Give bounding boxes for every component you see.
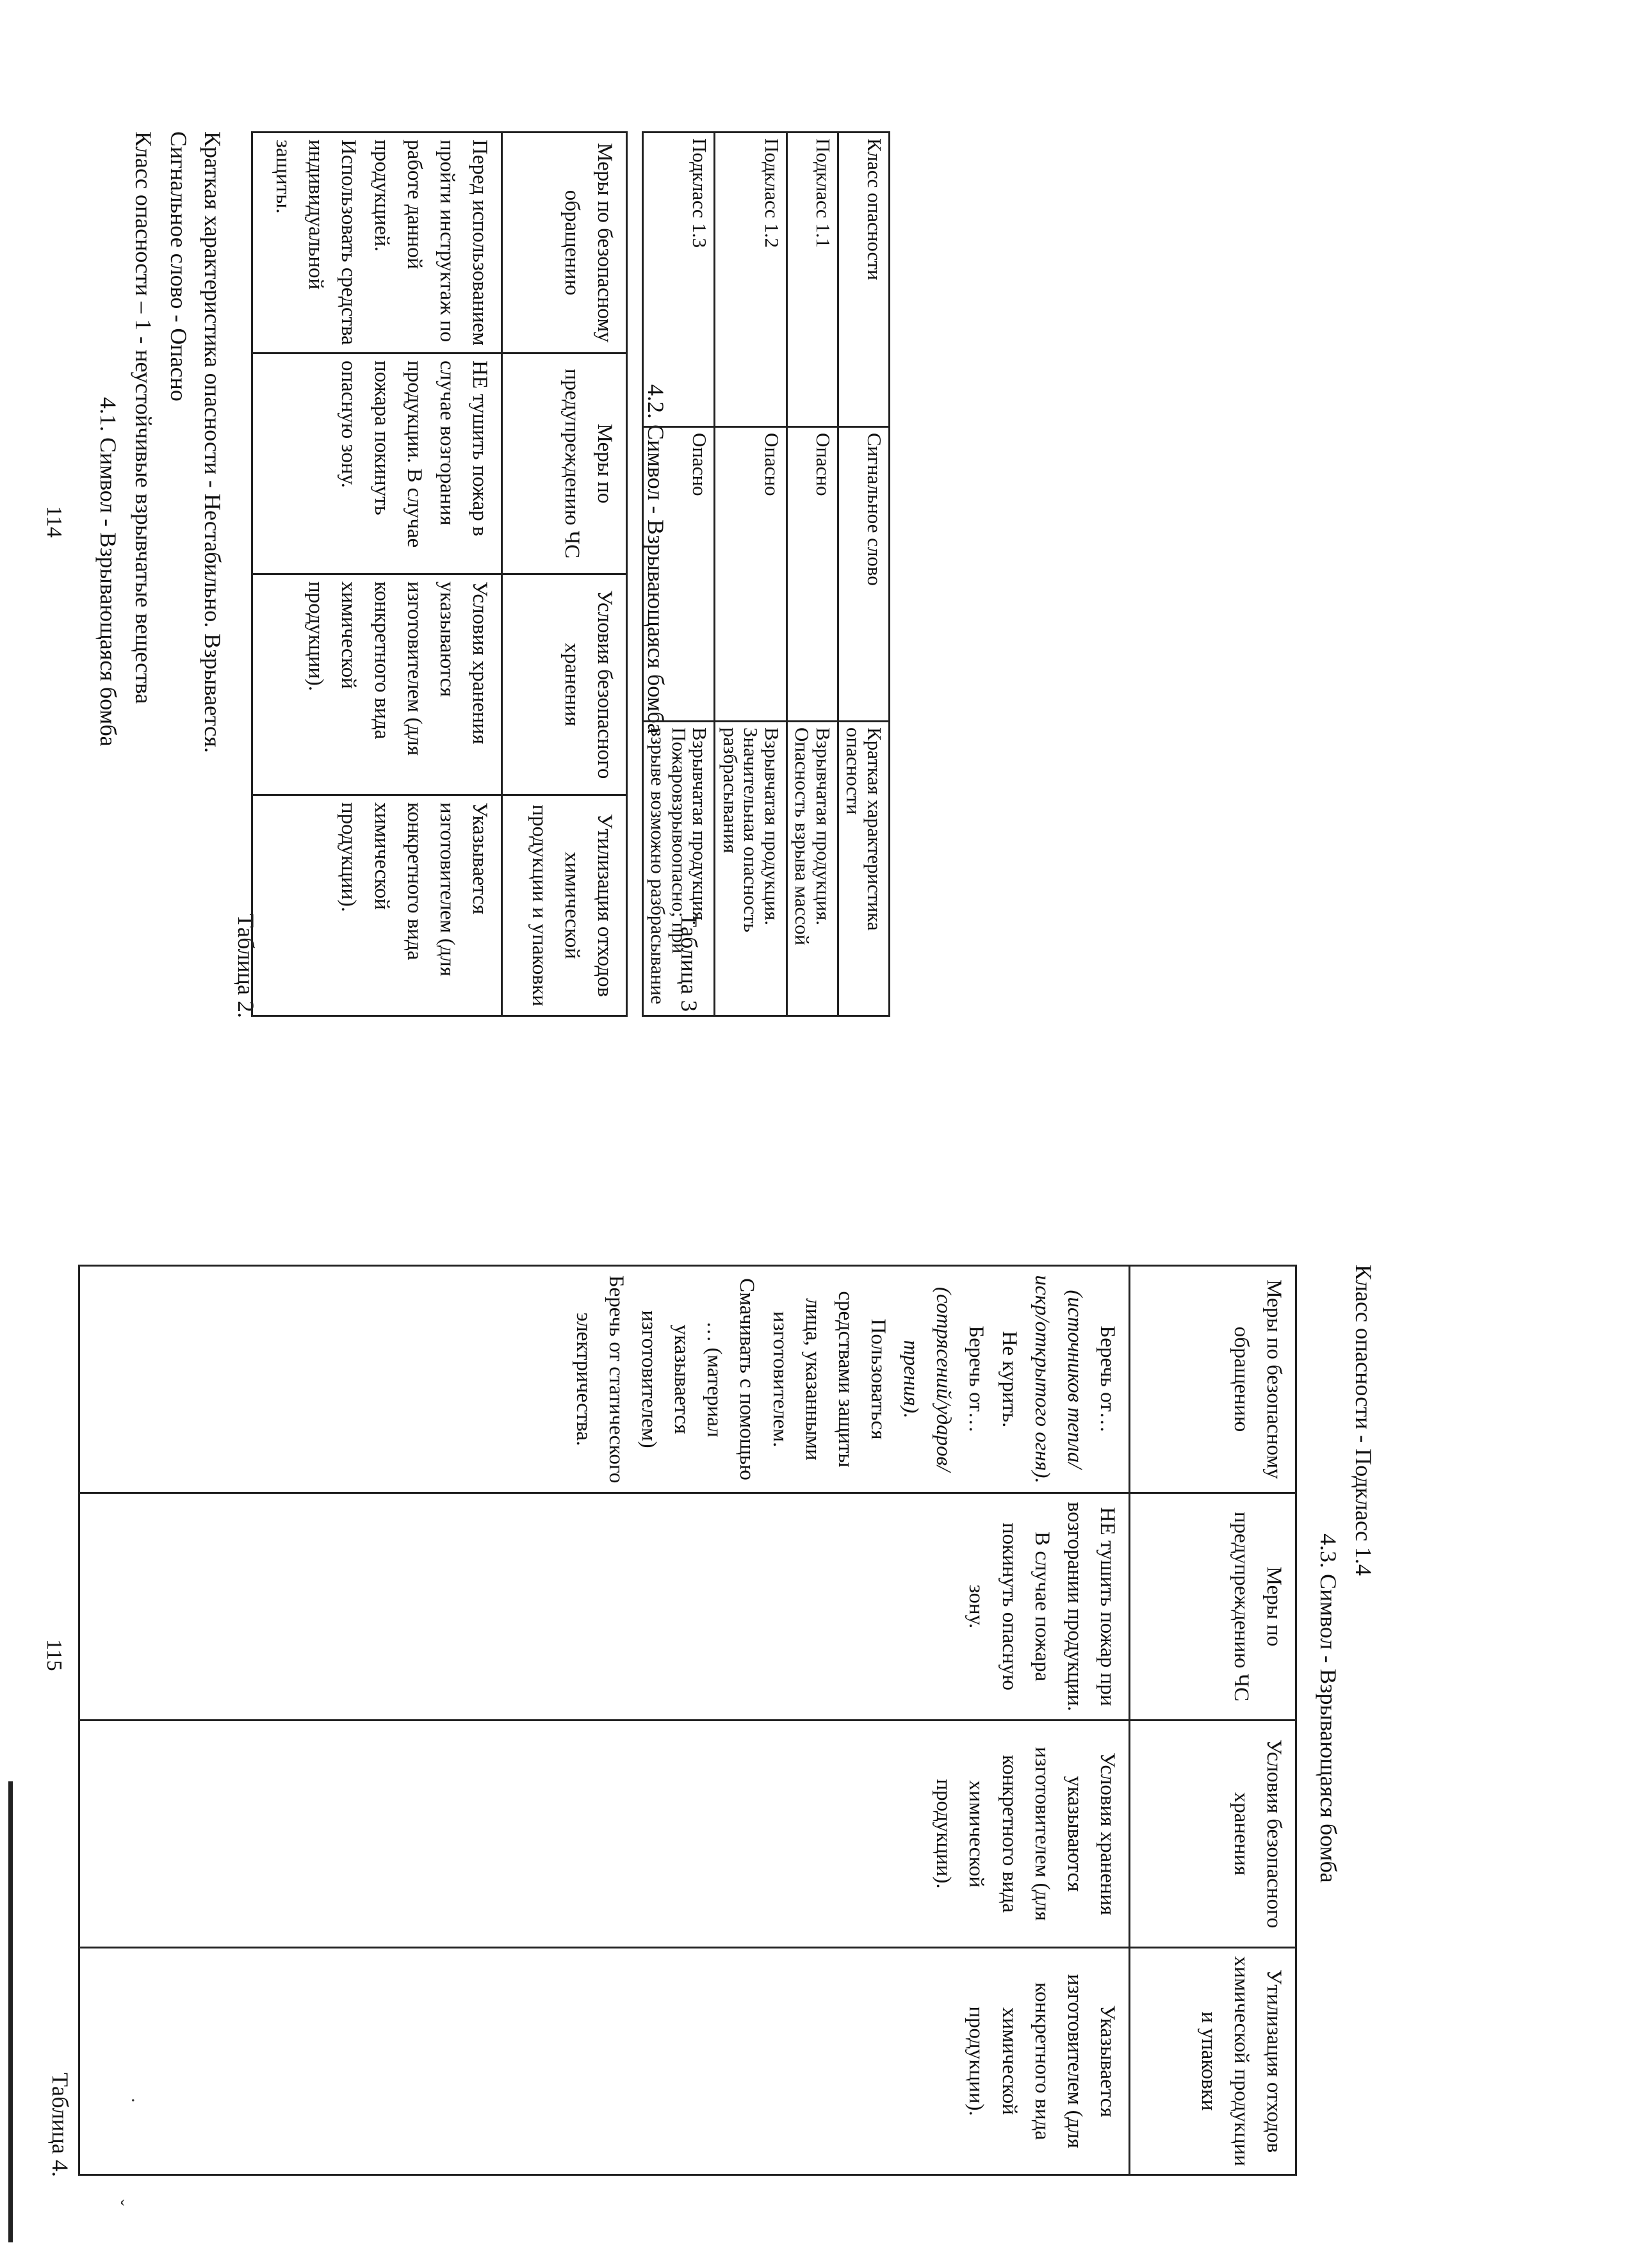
brief-description-line: Краткая характеристика опасности - Нестабильно. Взрывается. (200, 131, 225, 753)
table3-cell: Взрывчатая продукция. Опасность взрыва массой (786, 722, 838, 1016)
table2-cell: Указывается изготовителем (для конкретного вида химической продукции). (252, 795, 502, 1016)
table-2 (251, 131, 628, 1017)
table2-header-cell: Условия безопасного хранения (502, 574, 627, 795)
table3-header-cell: Краткая характеристика опасности (838, 722, 889, 1016)
scan-speck: · (122, 2097, 143, 2103)
table3-header-cell: Сигнальное слово (838, 427, 889, 722)
table4-line: (сотрясений/ударов/трения). (899, 1286, 956, 1472)
table4-cell-safe-handling (79, 1266, 1130, 1493)
page-number-114: 114 (42, 506, 66, 538)
table-4 (78, 1265, 1297, 2176)
hazard-class-line: Класс опасности – 1 - неустойчивые взрывчатые вещества (131, 131, 156, 704)
table4-line: Беречь от статического электричества. (571, 1275, 628, 1484)
table4-line: Беречь от… (965, 1325, 988, 1433)
header-rule (8, 1781, 13, 2242)
table4-header-cell: Меры по предупреждению ЧС (1130, 1493, 1296, 1721)
table3-cell: Подкласс 1.3 (642, 133, 715, 427)
table4-line: Не курить. (997, 1331, 1021, 1428)
table3-cell: Взрывчатая продукция. Значительная опасность разбрасывания (715, 722, 787, 1016)
table4-header-cell: Утилизация отходов химической продукции и упаковки (1130, 1948, 1296, 2175)
table3-cell: Подкласс 1.1 (786, 133, 838, 427)
hazard-class-line-2: Класс опасности - Подкласс 1.4 (1351, 1265, 1376, 1576)
signal-word-line: Сигнальное слово - Опасно (166, 131, 192, 401)
table4-line: Смачивать с помощью … (материал указывается изготовителем) (637, 1278, 759, 1480)
table3-cell: Подкласс 1.2 (715, 133, 787, 427)
table3-header-cell: Класс опасности (838, 133, 889, 427)
table3-caption: Таблица 3 (676, 913, 702, 1012)
table3-cell: Опасно (786, 427, 838, 722)
scan-speck: ˇ (106, 2199, 127, 2206)
table2-header-cell: Меры по безопасному обращению (502, 133, 627, 353)
table3-cell: Опасно (642, 427, 715, 722)
table4-caption: Таблица 4. (47, 2073, 73, 2177)
page-number-115: 115 (42, 1639, 66, 1671)
table4-cell: НЕ тушить пожар при возгорании продукции. В случае пожара покинуть опасную зону. (79, 1493, 1130, 1721)
table4-line: Беречь от… (1096, 1325, 1119, 1433)
table2-header-cell: Меры по предупреждению ЧС (502, 353, 627, 574)
section-heading-4-3: 4.3. Символ - Взрывающаяся бомба (1316, 1534, 1341, 1883)
table4-header-cell: Условия безопасного хранения (1130, 1721, 1296, 1948)
table2-cell: Условия хранения указываются изготовителем (для конкретного вида химической продукции). (252, 574, 502, 795)
table2-caption: Таблица 2. (233, 914, 259, 1018)
section-heading-4-2: 4.2. Символ - Взрывающаяся бомба (643, 384, 669, 734)
table4-cell: Указывается изготовителем (для конкретного вида химической продукции). (79, 1948, 1130, 2175)
table4-cell: Условия хранения указываются изготовителем (для конкретного вида химической продукции). (79, 1721, 1130, 1948)
table2-cell: НЕ тушить пожар в случае возгорания продукции. В случае пожара покинуть опасную зону. (252, 353, 502, 574)
table-3 (642, 131, 890, 1017)
table4-header-cell: Меры по безопасному обращению (1130, 1266, 1296, 1493)
table3-cell: Опасно (715, 427, 787, 722)
table2-cell: Перед использованием пройти инструктаж по работе данной продукцией. Использовать средства индивидуальной защиты. (252, 133, 502, 353)
table4-line: (источников тепла/искр/открытого огня). (1030, 1275, 1086, 1484)
table3-cell: Взрывчатая продукция. Пожаровзрывоопасно; при взрыве возможно разбрасывание (642, 722, 715, 1016)
table2-header-cell: Утилизация отходов химической продукции и упаковки (502, 795, 627, 1016)
table4-line: Пользоваться средствами защиты лица, указанными изготовителем. (768, 1291, 890, 1468)
section-heading-4-1: 4.1. Символ - Взрывающаяся бомба (95, 397, 121, 747)
